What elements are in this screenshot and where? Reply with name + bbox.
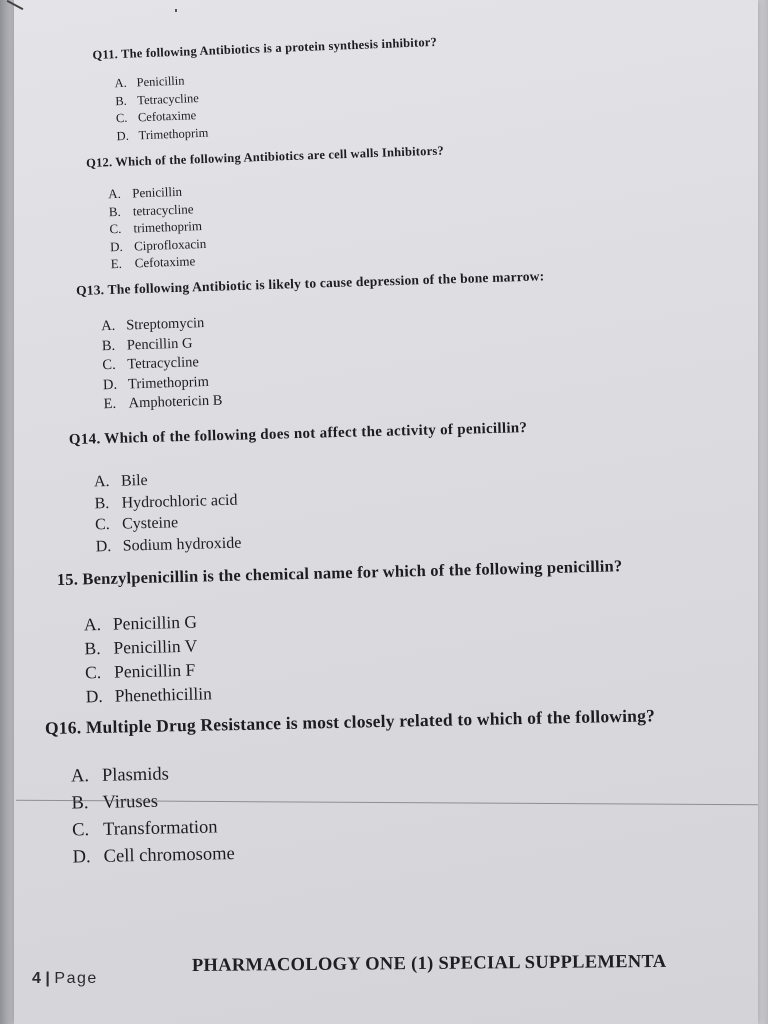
question-16 bbox=[45, 705, 658, 872]
option-text: Plasmids bbox=[101, 764, 170, 786]
option-text: Phenethicillin bbox=[114, 683, 213, 706]
option-text: Transformation bbox=[102, 817, 218, 840]
option-text: Bile bbox=[120, 471, 148, 490]
option-letter: B. bbox=[84, 637, 101, 659]
option-letter: D. bbox=[109, 238, 123, 254]
option-letter: A. bbox=[83, 613, 102, 635]
option-letter: C. bbox=[102, 356, 116, 374]
option-text: Penicillin bbox=[131, 183, 183, 201]
option-letter: C. bbox=[84, 661, 102, 683]
option-text: Trimethoprim bbox=[138, 125, 209, 142]
page-label: Page bbox=[54, 970, 98, 987]
question-13 bbox=[76, 268, 548, 415]
page-number-value: 4 bbox=[32, 970, 43, 987]
footer-title: PHARMACOLOGY ONE (1) SPECIAL SUPPLEMENTA bbox=[191, 951, 667, 977]
option-letter: E. bbox=[110, 255, 123, 272]
option-letter: A. bbox=[100, 317, 116, 335]
option-letter: D. bbox=[95, 537, 112, 555]
option-letter: E. bbox=[103, 395, 117, 413]
ink-dot bbox=[175, 9, 177, 12]
question-14 bbox=[69, 420, 531, 558]
option-text: Tetracycline bbox=[127, 354, 200, 373]
question-text: Q12. Which of the following Antibiotics are cell walls Inhibitors? bbox=[85, 143, 445, 171]
question-15 bbox=[57, 556, 626, 709]
option-text: Sodium hydroxide bbox=[122, 534, 242, 555]
option-text: Pencillin G bbox=[126, 334, 193, 353]
option-list bbox=[71, 751, 658, 871]
question-12 bbox=[86, 144, 448, 274]
question-text: Q11. The following Antibiotics is a protein synthesis inhibitor? bbox=[92, 34, 438, 63]
option-text: Hydrochloric acid bbox=[121, 491, 238, 512]
option-letter: D. bbox=[102, 376, 118, 393]
option-letter: B. bbox=[71, 793, 89, 814]
option-letter: C. bbox=[109, 220, 122, 237]
question-text: Q16. Multiple Drug Resistance is most closely related to which of the following? bbox=[44, 705, 656, 739]
page-number bbox=[32, 970, 98, 988]
option-text: Penicillin bbox=[136, 73, 185, 90]
option-letter: B. bbox=[94, 494, 110, 512]
question-text: 15. Benzylpenicillin is the chemical name for which of the following penicillin? bbox=[56, 556, 623, 590]
option-text: Penicillin V bbox=[113, 635, 198, 658]
option-text: Tetracycline bbox=[136, 90, 200, 107]
option-text: Cefotaxime bbox=[134, 253, 196, 271]
option-text: Streptomycin bbox=[125, 315, 205, 334]
option-letter: C. bbox=[94, 516, 111, 534]
option-list bbox=[114, 63, 440, 145]
option-text: Cell chromosome bbox=[103, 844, 235, 867]
question-11 bbox=[92, 35, 440, 146]
option-letter: A. bbox=[70, 766, 90, 787]
question-text: Q13. The following Antibiotic is likely to cause depression of the bone marrow: bbox=[75, 268, 545, 299]
option-letter: B. bbox=[108, 203, 122, 219]
option-text: Ciprofloxacin bbox=[133, 235, 207, 253]
option-list bbox=[84, 599, 626, 708]
option-letter: B. bbox=[101, 337, 116, 354]
option-letter: C. bbox=[71, 820, 90, 841]
option-letter: A. bbox=[93, 472, 110, 491]
option-text: Amphotericin B bbox=[128, 392, 223, 412]
option-letter: D. bbox=[85, 685, 103, 707]
page-separator: | bbox=[45, 970, 52, 987]
option-text: Viruses bbox=[102, 791, 159, 813]
option-text: Penicillin G bbox=[112, 611, 198, 634]
option-letter: D. bbox=[72, 847, 91, 868]
option-letter: C. bbox=[115, 110, 128, 126]
option-text: trimethoprim bbox=[133, 218, 203, 236]
option-list bbox=[108, 174, 448, 273]
option-letter: A. bbox=[107, 185, 122, 202]
question-text: Q14. Which of the following does not affect the activity of penicillin? bbox=[68, 420, 528, 449]
option-letter: B. bbox=[115, 93, 128, 108]
option-list bbox=[94, 460, 531, 557]
option-letter: A. bbox=[114, 75, 128, 91]
option-text: Cysteine bbox=[121, 514, 179, 533]
option-text: Cefotaxime bbox=[137, 108, 197, 125]
option-letter: D. bbox=[116, 128, 130, 143]
option-text: Trimethoprim bbox=[127, 373, 210, 392]
option-list bbox=[101, 303, 548, 414]
option-text: Penicillin F bbox=[113, 659, 196, 682]
option-text: tetracycline bbox=[132, 200, 194, 218]
